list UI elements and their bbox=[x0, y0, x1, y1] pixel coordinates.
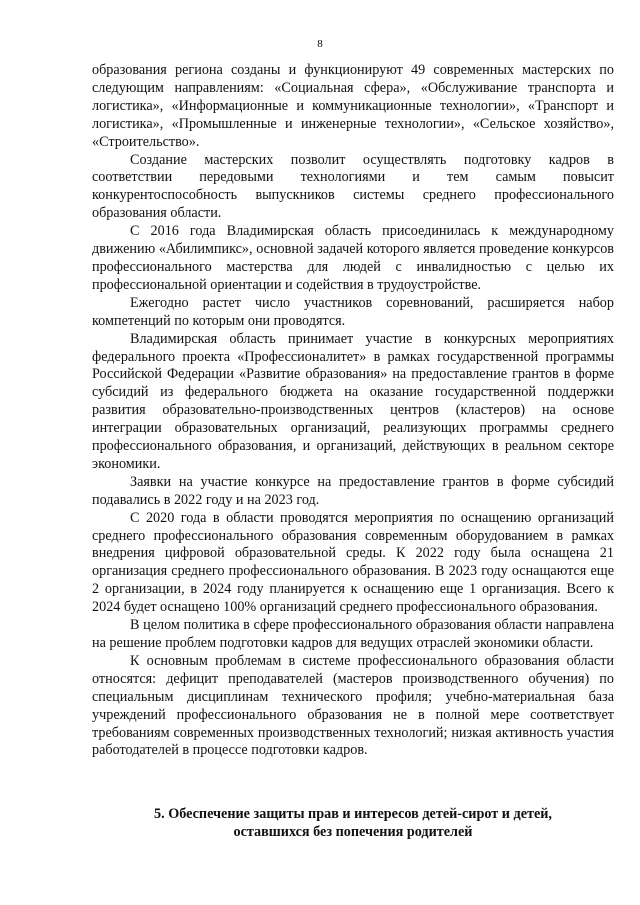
paragraph-grant-applications: Заявки на участие конкурсе на предоставление грантов в форме субсидий подавались в 2022 году и на 2023 год. bbox=[92, 473, 614, 508]
paragraph-workshops-benefit: Создание мастерских позволит осуществлять подготовку кадров в соответствии передовыми технологиями и тем самым повысит конкурентоспособность выпускников системы среднего профессионального образования области. bbox=[92, 151, 614, 222]
paragraph-workshops-continued: образования региона созданы и функционируют 49 современных мастерских по следующим направлениям: «Социальная сфера», «Обслуживание транспорта и логистика», «Информационные и коммуникационные технологии», «Транспорт и логистика», «Промышленные и инженерные технологии», «Сельское хозяйство», «Строительство». bbox=[92, 62, 614, 150]
paragraph-abilympics: С 2016 года Владимирская область присоединилась к международному движению «Абилимпикс», основной задачей которого является проведение конкурсов профессионального мастерства для людей с инвалидностью с целью их профессиональной ориентации и содействия в трудоустройстве. bbox=[92, 223, 614, 293]
paragraph-policy: В целом политика в сфере профессионального образования области направлена на решение проблем подготовки кадров для ведущих отраслей экономики области. bbox=[92, 617, 614, 651]
body-text bbox=[92, 62, 614, 760]
paragraph-professionalitet: Владимирская область принимает участие в конкурсных мероприятиях федерального проекта «Профессионалитет» в рамках государственной программы Российской Федерации «Развитие образования» на предоставление грантов в форме субсидий из федерального бюджета на оказание государственной поддержки развития образовательно-производственных центров (кластеров) на основе интеграции образовательных организаций, реализующих программы среднего профессионального образования, и организаций, действующих в реальном секторе экономики. bbox=[92, 330, 614, 472]
section-heading bbox=[92, 806, 614, 842]
section-heading-line-1: 5. Обеспечение защиты прав и интересов детей-сирот и детей, bbox=[154, 806, 552, 822]
paragraph-participants-growth: Ежегодно растет число участников соревнований, расширяется набор компетенций по которым они проводятся. bbox=[92, 294, 614, 329]
paragraph-equipment: С 2020 года в области проводятся мероприятия по оснащению организаций среднего профессионального образования современным оборудованием в рамках внедрения цифровой образовательной среды. К 2022 году была оснащена 21 организация среднего профессионального образования. В 2023 году оснащаются еще 2 организации, в 2024 году планируется к оснащению еще 1 организация. Всего к 2024 будет оснащено 100% организаций среднего профессионального образования. bbox=[92, 509, 614, 616]
section-heading-line-2: оставшихся без попечения родителей bbox=[233, 823, 473, 840]
paragraph-problems: К основным проблемам в системе профессионального образования области относятся: дефицит преподавателей (мастеров производственного обучения) по специальным дисциплинам технического профиля; учебно-материальная база учреждений профессионального образования не в полной мере соответствует требованиям современных производственных технологий; низкая активность участия работодателей в процессе подготовки кадров. bbox=[92, 652, 614, 759]
page-number: 8 bbox=[317, 38, 323, 50]
